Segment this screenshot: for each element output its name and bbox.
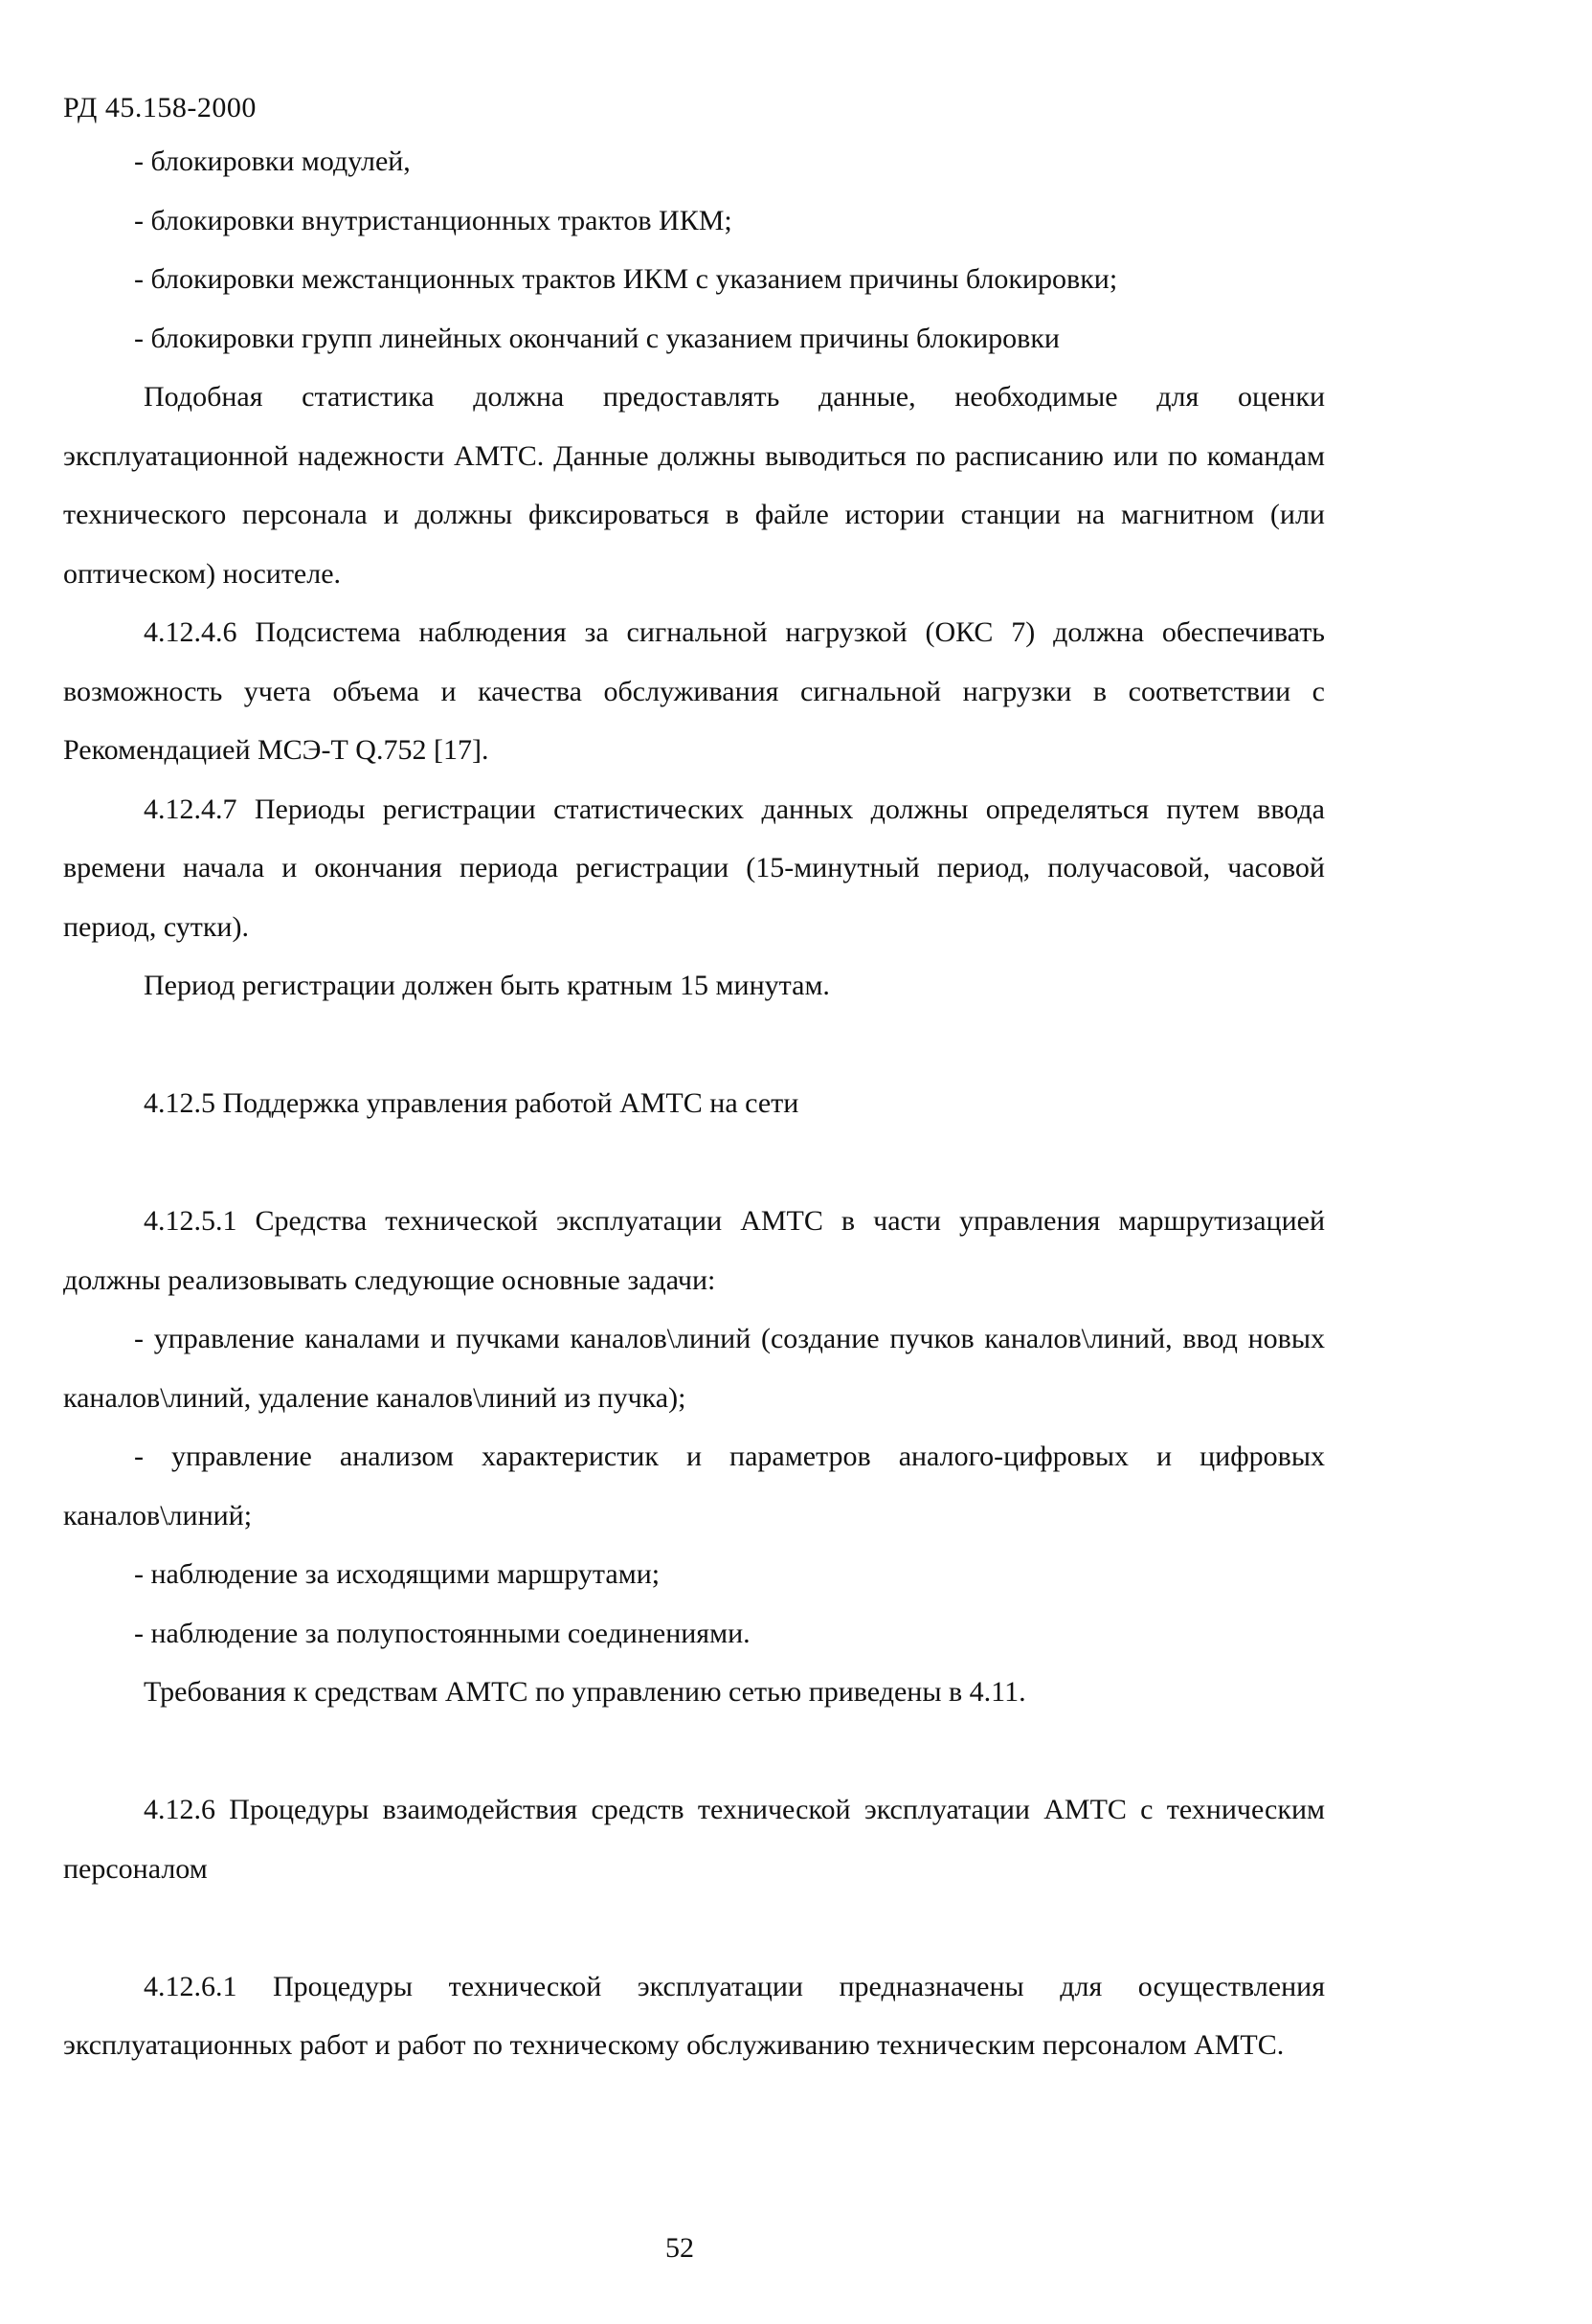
- list-item-module-blocking: - блокировки модулей,: [134, 145, 411, 177]
- list-item-intrastation-blocking: - блокировки внутристанционных трактов ИКМ;: [134, 204, 732, 236]
- paragraph-4-12-4-6: 4.12.4.6 Подсистема наблюдения за сигнальной нагрузкой (ОКС 7) должна обеспечивать возможность учета объема и качества обслуживания сигнальной нагрузки в соответствии с Рекомендацией МСЭ-Т Q.752 [17].: [63, 616, 1325, 766]
- section-heading-4-12-6: 4.12.6 Процедуры взаимодействия средств технической эксплуатации АМТС с техническим персоналом: [63, 1794, 1325, 1885]
- section-heading-4-12-5: 4.12.5 Поддержка управления работой АМТС на сети: [144, 1087, 799, 1119]
- paragraph-requirements-ref: Требования к средствам АМТС по управлению сетью приведены в 4.11.: [144, 1676, 1026, 1708]
- list-item-analysis-management: - управление анализом характеристик и параметров аналого-цифровых и цифровых каналов\линий;: [63, 1441, 1325, 1531]
- list-item-outgoing-routes: - наблюдение за исходящими маршрутами;: [134, 1558, 661, 1590]
- paragraph-4-12-5-1: 4.12.5.1 Средства технической эксплуатации АМТС в части управления маршрутизацией должны реализовывать следующие основные задачи:: [63, 1205, 1325, 1296]
- page-number: 52: [665, 2232, 694, 2264]
- list-item-line-group-blocking: - блокировки групп линейных окончаний с указанием причины блокировки: [134, 322, 1060, 354]
- list-item-semipermanent-connections: - наблюдение за полупостоянными соединениями.: [134, 1617, 751, 1649]
- document-code: РД 45.158-2000: [63, 92, 257, 123]
- document-body: [63, 132, 1325, 2075]
- list-item-channel-management: - управление каналами и пучками каналов\линий (создание пучков каналов\линий, ввод новых каналов\линий, удаление каналов\линий из пучка);: [63, 1323, 1325, 1414]
- list-item-interstation-blocking: - блокировки межстанционных трактов ИКМ с указанием причины блокировки;: [134, 263, 1118, 295]
- paragraph-4-12-6-1: 4.12.6.1 Процедуры технической эксплуатации предназначены для осуществления эксплуатационных работ и работ по техническому обслуживанию техническим персоналом АМТС.: [63, 1970, 1325, 2061]
- spacer: [63, 1722, 1325, 1781]
- spacer: [63, 1133, 1325, 1193]
- paragraph-4-12-4-7: 4.12.4.7 Периоды регистрации статистических данных должны определяться путем ввода времени начала и окончания периода регистрации (15-минутный период, получасовой, часовой период, сутки).: [63, 793, 1325, 943]
- spacer: [63, 1898, 1325, 1957]
- paragraph-statistics: Подобная статистика должна предоставлять данные, необходимые для оценки эксплуатационной надежности АМТС. Данные должны выводиться по расписанию или по командам технического персонала и должны фиксироваться в файле истории станции на магнитном (или оптическом) носителе.: [63, 381, 1325, 590]
- paragraph-period-note: Период регистрации должен быть кратным 15 минутам.: [144, 970, 830, 1001]
- spacer: [63, 1016, 1325, 1075]
